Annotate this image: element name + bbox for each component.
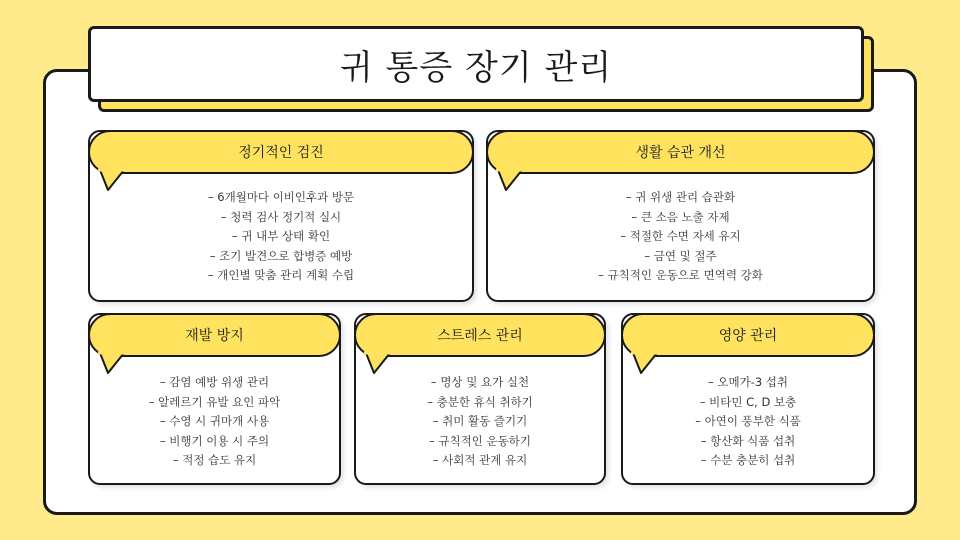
list-item: – 비타민 C, D 보충 (699, 394, 797, 409)
list-item: – 청력 검사 정기적 실시 (220, 209, 342, 224)
card-heading-bubble (88, 130, 474, 174)
card-heading-bubble (354, 313, 606, 357)
list-item: – 사회적 관계 유지 (432, 453, 528, 467)
card-heading: 영양 관리 (718, 328, 778, 344)
card-item-list (90, 188, 472, 286)
card-nutrition (621, 313, 875, 485)
list-item: – 개인별 맞춤 관리 계획 수립 (207, 268, 355, 282)
list-item: – 6개월마다 이비인후과 방문 (207, 190, 355, 204)
list-item: – 알레르기 유발 요인 파악 (148, 394, 281, 409)
card-heading-bubble (88, 313, 341, 357)
list-item: – 아연이 풍부한 식품 (695, 414, 801, 428)
slide-title: 귀 통증 장기 관리 (339, 47, 613, 88)
list-item: – 감염 예방 위생 관리 (159, 375, 270, 389)
list-item: – 명상 및 요가 실천 (430, 375, 530, 389)
list-item: – 조기 발견으로 합병증 예방 (209, 248, 353, 263)
card-item-list (623, 373, 873, 471)
card-heading: 재발 방지 (185, 328, 244, 344)
card-stress-management (354, 313, 606, 485)
list-item: – 적정 습도 유지 (172, 453, 257, 467)
list-item: – 금연 및 절주 (644, 248, 717, 263)
list-item: – 적절한 수면 자세 유지 (620, 229, 741, 243)
card-heading: 정기적인 검진 (238, 145, 324, 161)
list-item: – 충분한 휴식 취하기 (427, 394, 533, 409)
list-item: – 귀 내부 상태 확인 (231, 229, 331, 243)
card-heading-bubble (486, 130, 875, 174)
card-heading: 생활 습관 개선 (635, 145, 726, 161)
title-box (88, 26, 864, 102)
card-item-list (90, 373, 339, 471)
list-item: – 규칙적인 운동으로 면역력 강화 (598, 268, 763, 282)
card-heading-bubble (621, 313, 875, 357)
list-item: – 오메가-3 섭취 (707, 375, 789, 389)
card-item-list (488, 188, 873, 286)
speech-tail-icon (98, 353, 128, 375)
card-lifestyle (486, 130, 875, 302)
list-item: – 귀 위생 관리 습관화 (625, 190, 736, 204)
list-item: – 큰 소음 노출 자제 (631, 209, 730, 224)
card-regular-checkup (88, 130, 474, 302)
card-heading: 스트레스 관리 (437, 328, 523, 344)
list-item: – 비행기 이용 시 주의 (159, 433, 270, 448)
list-item: – 항산화 식품 섭취 (700, 433, 796, 448)
speech-tail-icon (631, 353, 661, 375)
list-item: – 수영 시 귀마개 사용 (159, 414, 270, 428)
speech-tail-icon (364, 353, 394, 375)
card-item-list (356, 373, 604, 471)
list-item: – 취미 활동 즐기기 (432, 414, 528, 428)
list-item: – 수분 충분히 섭취 (700, 453, 796, 467)
card-recurrence-prevention (88, 313, 341, 485)
list-item: – 규칙적인 운동하기 (429, 433, 531, 448)
